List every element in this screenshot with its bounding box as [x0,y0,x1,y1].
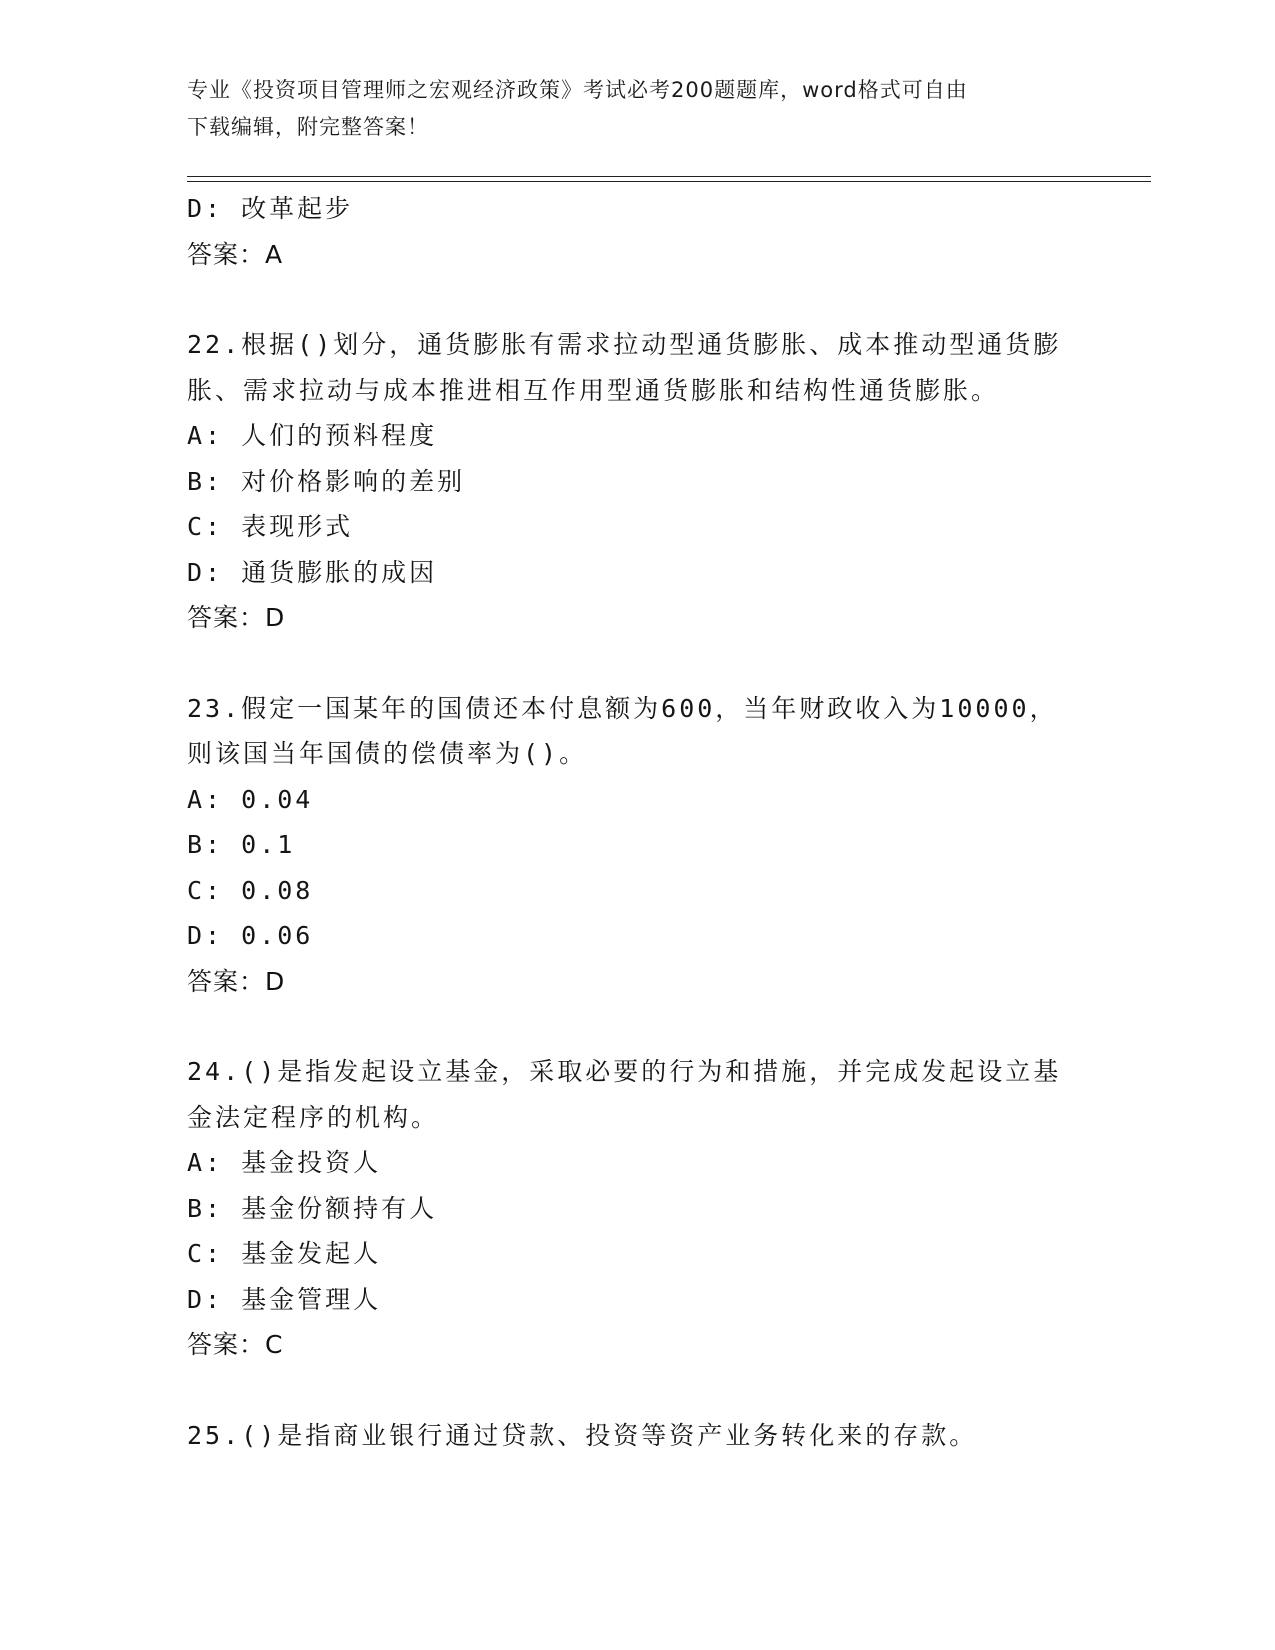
option-d: D: 0.06 [187,921,314,950]
spacer [187,1004,1087,1049]
option-b: B: 0.1 [187,830,296,859]
question-stem-line-2: 则该国当年国债的偿债率为()。 [187,739,588,768]
question-stem-line-2: 金法定程序的机构。 [187,1102,440,1132]
option-a: A: 人们的预料程度 [187,421,438,450]
question-22 [187,322,1087,641]
answer: 答案：D [187,603,286,632]
answer: 答案：A [187,239,284,269]
document-header [187,72,1087,146]
option-c: C: 基金发起人 [187,1239,382,1268]
header-rule-top [187,176,1151,177]
question-25 [187,1413,1087,1459]
answer: 答案：D [187,966,286,996]
spacer [187,1368,1087,1413]
option-c: C: 0.08 [187,875,314,905]
option-d: D: 改革起步 [187,194,354,223]
question-stem-line-1: 25.()是指商业银行通过贷款、投资等资产业务转化来的存款。 [187,1420,978,1450]
question-24 [187,1049,1087,1368]
question-stem-line-1: 23.假定一国某年的国债还本付息额为600，当年财政收入为10000， [187,693,1058,723]
header-line-2: 下载编辑，附完整答案！ [187,115,429,139]
answer: 答案：C [187,1330,284,1359]
option-c: C: 表现形式 [187,512,354,541]
question-23 [187,686,1087,1005]
option-b: B: 对价格影响的差别 [187,466,466,496]
question-stem-line-1: 22.根据()划分，通货膨胀有需求拉动型通货膨胀、成本推动型通货膨 [187,330,1062,359]
spacer [187,277,1087,322]
question-21-tail [187,186,1087,277]
option-b: B: 基金份额持有人 [187,1193,438,1223]
question-stem-line-2: 胀、需求拉动与成本推进相互作用型通货膨胀和结构性通货膨胀。 [187,375,1000,405]
option-a: A: 0.04 [187,784,314,814]
header-line-1: 专业《投资项目管理师之宏观经济政策》考试必考200题题库，word格式可自由 [187,78,968,102]
spacer [187,641,1087,686]
question-list [187,186,1087,1458]
question-stem-line-1: 24.()是指发起设立基金，采取必要的行为和措施，并完成发起设立基 [187,1057,1062,1086]
option-d: D: 基金管理人 [187,1284,382,1314]
header-rule-bottom [187,181,1151,182]
option-a: A: 基金投资人 [187,1148,382,1177]
option-d: D: 通货膨胀的成因 [187,557,438,587]
